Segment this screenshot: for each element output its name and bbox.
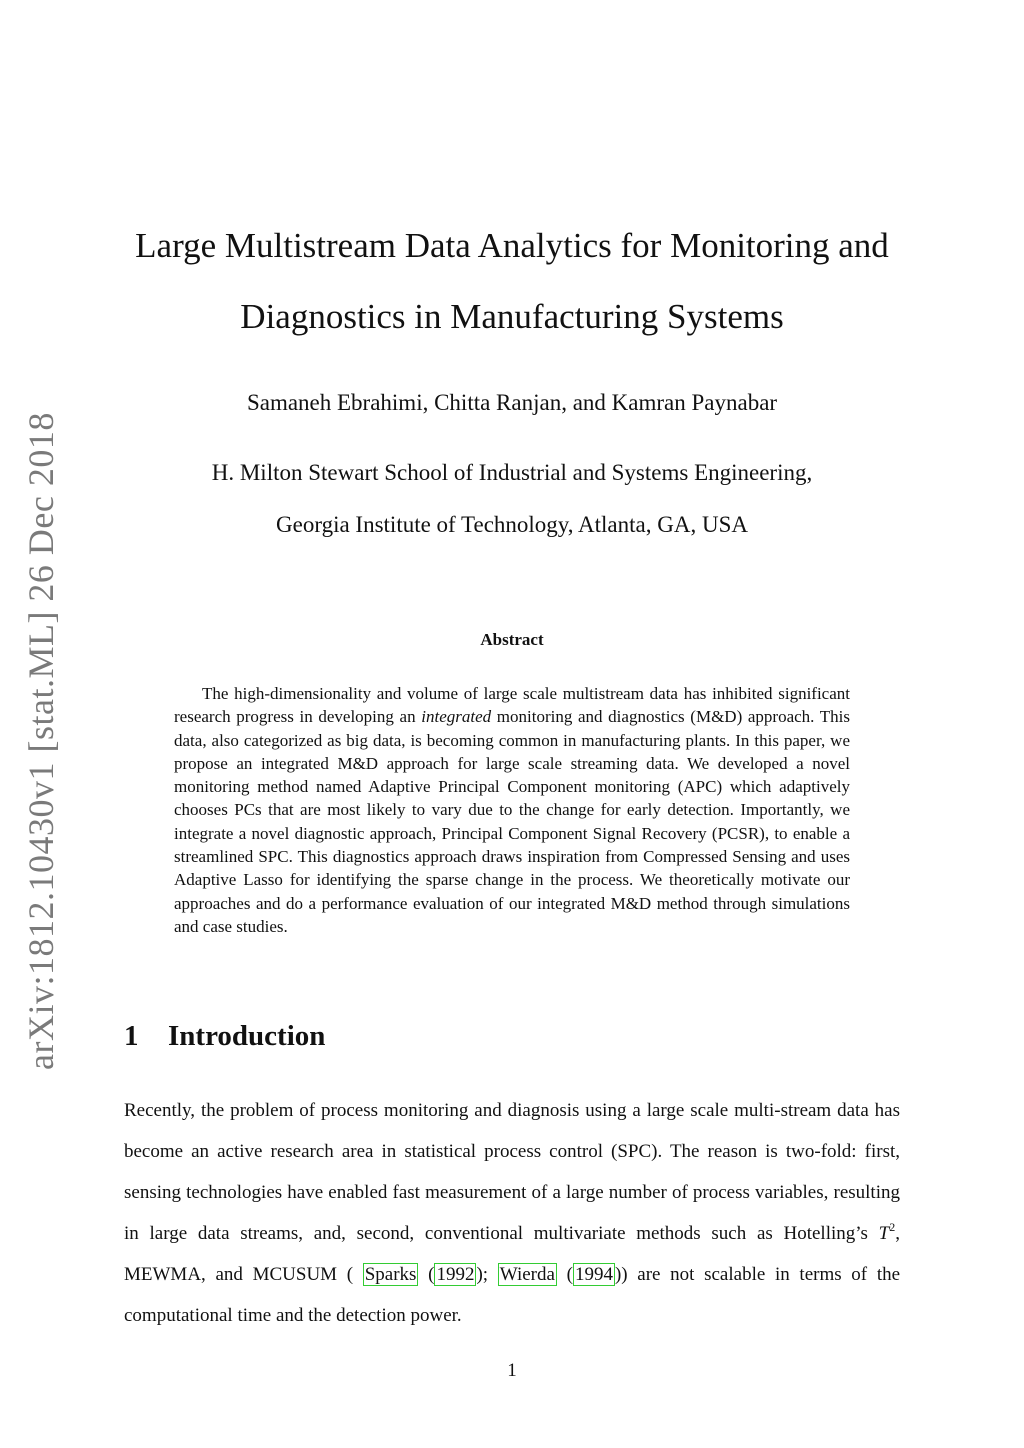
intro-text-part-2: , MEWMA, and MCUSUM ( — [124, 1223, 900, 1285]
intro-text-part-1: Recently, the problem of process monitoring and diagnosis using a large scale multi-stream data has become an active research area in statistical process control (SPC). The reason is two-fold: first, sensing technologies have enabled fast measurement of a large number of process variables, resulting in large data streams, and, second, conventional multivariate methods such as Hotelling’s — [124, 1100, 900, 1244]
abstract-text-start: The high-dimensionality and volume of large scale multistream data has inhibited significant research progress in developing an — [174, 684, 850, 727]
paper-title-line-1: Large Multistream Data Analytics for Monitoring and — [135, 226, 889, 265]
section-number: 1 — [124, 1020, 139, 1052]
citation-separator: ); — [476, 1264, 498, 1285]
author-list: Samaneh Ebrahimi, Chitta Ranjan, and Kamran Paynabar — [246, 390, 778, 415]
math-exponent: 2 — [889, 1220, 896, 1234]
citation-link-sparks-year[interactable]: 1992 — [436, 1264, 475, 1285]
page-number: 1 — [507, 1360, 517, 1381]
affiliation-line-1: H. Milton Stewart School of Industrial and Systems Engineering, — [211, 460, 813, 485]
abstract-emphasis: integrated — [421, 707, 492, 727]
section-heading-introduction — [124, 1020, 325, 1053]
abstract-heading: Abstract — [480, 630, 544, 649]
section-title: Introduction — [168, 1020, 326, 1052]
arxiv-identifier-stamp[interactable]: arXiv:1812.10430v1 [stat.ML] 26 Dec 2018 — [21, 412, 61, 1070]
paper-title-line-2: Diagnostics in Manufacturing Systems — [240, 297, 784, 336]
intro-text-part-3: )) are not scalable in terms of the computational time and the detection power. — [124, 1264, 901, 1326]
citation-link-sparks-name[interactable]: Sparks — [364, 1264, 417, 1285]
math-symbol-T: T — [878, 1223, 890, 1244]
abstract-text-end: monitoring and diagnostics (M&D) approach. This data, also categorized as big data, is becoming common in manufacturing plants. In this paper, we propose an integrated M&D approach for large scale streaming data. We developed a novel monitoring method named Adaptive Principal Component monitoring (APC) which adaptively chooses PCs that are most likely to vary due to the change for early detection. Importantly, we integrate a novel diagnostic approach, Principal Component Signal Recovery (PCSR), to enable a streamlined SPC. This diagnostics approach draws inspiration from Compressed Sensing and uses Adaptive Lasso for identifying the sparse change in the process. We theoretically motivate our approaches and do a performance evaluation of our integrated M&D method through simulations and case studies. — [174, 707, 850, 936]
citation-link-wierda-year[interactable]: 1994 — [574, 1264, 613, 1285]
citation-link-wierda-name[interactable]: Wierda — [499, 1264, 555, 1285]
introduction-paragraph: Recently, the problem of process monitoring and diagnosis using a large scale multi-stream data has become an active research area in statistical process control (SPC). The reason is two-fold: first, sensing technologies have enabled fast measurement of a large number of process variables, resulting in large data streams, and, second, conventional multivariate methods such as Hotelling’s $T^2$, MEWMA, and MCUSUM ( Sparks ( 1992 ); Wierda ( 1994 )) are not scalable in terms of the computational time and the detection power. — [124, 1100, 901, 1326]
affiliation-line-2: Georgia Institute of Technology, Atlanta, GA, USA — [276, 512, 748, 537]
abstract-body — [174, 682, 850, 938]
